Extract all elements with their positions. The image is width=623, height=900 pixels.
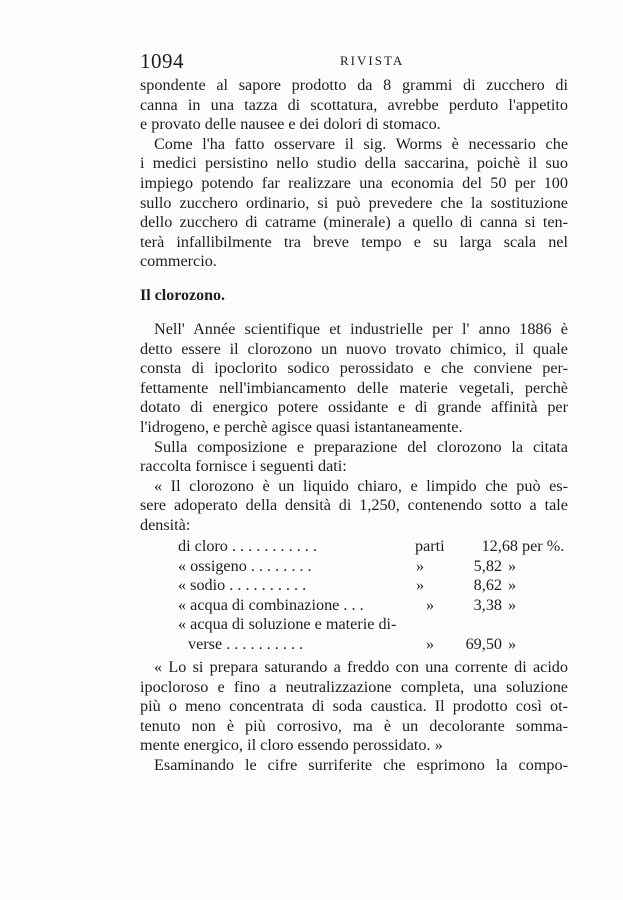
page-number: 1094 <box>140 49 184 73</box>
ditto-mark: » <box>416 576 425 595</box>
text-line: mente energico, il cloro essendo perossidato. » <box>140 736 443 755</box>
table-row <box>178 596 548 616</box>
ditto-mark: » <box>508 634 517 653</box>
text-line: consta di ipoclorito sodico perossidato e che conviene per- <box>140 359 568 378</box>
component-label: « acqua di soluzione e materie di- <box>178 615 397 634</box>
text-line: i medici persistino nello studio della saccarina, poichè il suo <box>140 154 568 173</box>
table-row <box>178 576 548 596</box>
text-line: Nell' Année scientifique et industrielle per l' anno 1886 è <box>154 320 568 338</box>
body-paragraphs <box>140 320 568 536</box>
text-line: fettamente nell'imbiancamento delle materie vegetali, perchè <box>140 378 568 397</box>
table-row <box>178 615 548 635</box>
ditto-mark: » <box>508 576 517 595</box>
unit-suffix: per %. <box>522 537 565 555</box>
ditto-mark: » <box>508 556 517 575</box>
table-row <box>178 635 548 655</box>
text-line: spondente al sapore prodotto da 8 grammi di zucchero di <box>140 76 568 94</box>
text-line: l'idrogeno, e perchè agisce quasi istantaneamente. <box>140 417 463 436</box>
text-line: commercio. <box>140 252 217 271</box>
ditto-mark: » <box>426 595 435 614</box>
text-line: canna in una tazza di scottatura, avrebbe perduto l'appetito <box>140 95 568 114</box>
unit-label: parti <box>415 537 445 555</box>
component-value: 8,62 <box>473 576 502 595</box>
ditto-mark: » <box>426 634 435 653</box>
component-value: 3,38 <box>473 595 502 614</box>
component-label: « acqua di combinazione . . . <box>178 595 364 614</box>
component-value: 5,82 <box>473 556 502 575</box>
text-line: sullo zucchero ordinario, si può prevedere che la sostituzione <box>140 193 568 212</box>
table-row <box>178 557 548 577</box>
closing-paragraphs <box>140 658 568 776</box>
page-header <box>140 49 570 71</box>
text-line: detto essere il clorozono un nuovo trovato chimico, il quale <box>140 339 568 358</box>
text-line: Come l'ha fatto osservare il sig. Worms è necessario che <box>154 134 568 153</box>
text-line: ipocloroso e fino a neutralizzazione completa, una soluzione <box>140 677 568 696</box>
component-label: di cloro . . . . . . . . . . . <box>178 537 317 555</box>
text-line: Sulla composizione e preparazione del clorozono la citata <box>154 437 568 456</box>
intro-paragraphs <box>140 76 568 272</box>
text-line: « Lo si prepara saturando a freddo con una corrente di acido <box>154 658 568 676</box>
text-line: raccolta fornisce i seguenti dati: <box>140 457 347 476</box>
running-title: RIVISTA <box>340 53 405 68</box>
section-title: Il clorozono. <box>140 287 226 304</box>
ditto-mark: » <box>416 556 425 575</box>
table-row <box>178 537 565 557</box>
component-value: 69,50 <box>465 634 502 653</box>
text-line: più o meno concentrata di soda caustica. Il prodotto così ot- <box>140 697 568 716</box>
text-line: terà infallibilmente tra breve tempo e su larga scala nel <box>140 232 568 251</box>
text-line: e provato delle nausee e dei dolori di stomaco. <box>140 115 441 134</box>
component-value: 12,68 <box>481 537 518 555</box>
component-label: verse . . . . . . . . . . <box>188 634 304 653</box>
text-line: Esaminando le cifre surriferite che esprimono la compo- <box>154 755 568 774</box>
component-label: « ossigeno . . . . . . . . <box>178 556 312 575</box>
text-line: impiego potendo far realizzare una economia del 50 per 100 <box>140 173 568 192</box>
composition-table <box>178 537 565 655</box>
text-line: dello zucchero di catrame (minerale) a quello di canna si ten- <box>140 213 568 232</box>
ditto-mark: » <box>508 595 517 614</box>
text-line: sere adoperato della densità di 1,250, contenendo sotto a tale <box>140 496 568 515</box>
text-line: densità: <box>140 515 191 534</box>
text-line: « Il clorozono è un liquido chiaro, e limpido che può es- <box>154 476 568 495</box>
component-label: « sodio . . . . . . . . . . <box>178 576 307 595</box>
text-line: dotato di energico potere ossidante e di grande affinità per <box>140 398 568 417</box>
text-line: tenuto non è più corrosivo, ma è un decolorante somma- <box>140 716 568 735</box>
